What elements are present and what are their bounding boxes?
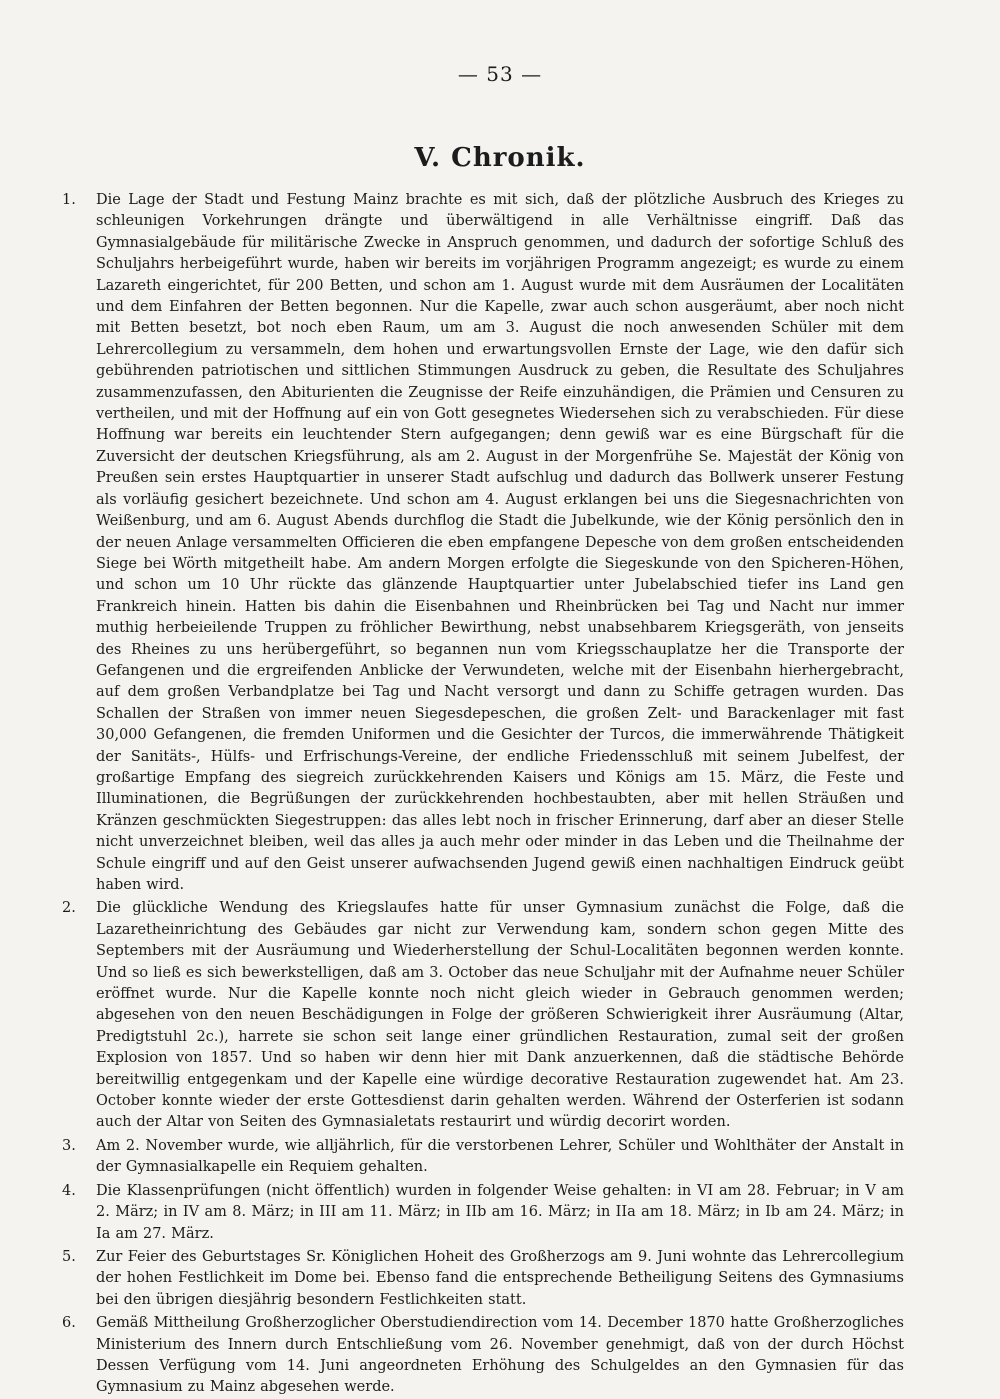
item-text: Zur Feier des Geburtstages Sr. Königlichen Hoheit des Großherzogs am 9. Juni wohnte das Lehrercollegium der hohen Festlichkeit im Dome bei. Ebenso fand die entsprechende Betheiligung Seitens des Gymnasiums bei den übrigen diesjährig besondern Festlichkeiten statt. — [96, 1248, 904, 1308]
section-title: V. Chronik. — [414, 143, 586, 173]
item-text: Am 2. November wurde, wie alljährlich, für die verstorbenen Lehrer, Schüler und Wohlthäter der Anstalt in der Gymnasialkapelle ein Requiem gehalten. — [96, 1137, 904, 1176]
item-number: 4. — [62, 1182, 76, 1199]
item-text: Die glückliche Wendung des Kriegslaufes hatte für unser Gymnasium zunächst die Folge, daß die Lazaretheinrichtung des Gebäudes gar nicht zur Verwendung kam, sondern schon gegen Mitte des Septembers mit der Ausräumung und Wiederherstellung der Schul-Localitäten begonnen werden konnte. Und so ließ es sich bewerkstelligen, daß am 3. October das neue Schuljahr mit der Aufnahme neuer Schüler eröffnet wurde. Nur die Kapelle konnte noch nicht gleich wieder in Gebrauch genommen werden; abgesehen von den neuen Beschädigungen in Folge der größeren Schwierigkeit ihrer Ausräumung (Altar, Predigtstuhl 2c.), harrete sie schon seit lange einer gründlichen Restauration, zumal seit der großen Explosion von 1857. Und so haben wir denn hier mit Dank anzuerkennen, daß die städtische Behörde bereitwillig entgegenkam und der Kapelle eine würdige decorative Restauration zugewendet hat. Am 23. October konnte wieder der erste Gottesdienst darin gehalten werden. Während der Osterferien ist sodann auch der Altar von Seiten des Gymnasialetats restaurirt und würdig decorirt worden. — [96, 900, 904, 1131]
chronicle-item-4 — [62, 1181, 904, 1245]
item-number: 3. — [62, 1137, 76, 1154]
item-text: Die Lage der Stadt und Festung Mainz brachte es mit sich, daß der plötzliche Ausbruch des Krieges zu schleunigen Vorkehrungen drängte und überwältigend in alle Verhältnisse eingriff. Daß das Gymnasialgebäude für militärische Zwecke in Anspruch genommen, und dadurch der sofortige Schluß des Schuljahrs herbeigeführt wurde, haben wir bereits im vorjährigen Programm angezeigt; es wurde zu einem Lazareth eingerichtet, für 200 Betten, und schon am 1. August wurde mit dem Ausräumen der Localitäten und dem Einfahren der Betten begonnen. Nur die Kapelle, zwar auch schon ausgeräumt, aber noch nicht mit Betten besetzt, bot noch eben Raum, um am 3. August die noch anwesenden Schüler mit dem Lehrercollegium zu versammeln, dem hohen und erwartungsvollen Ernste der Lage, wie den dafür sich gebührenden patriotischen und sittlichen Stimmungen Ausdruck zu geben, die Resultate des Schuljahres zusammenzufassen, den Abiturienten die Zeugnisse der Reife einzuhändigen, die Prämien und Censuren zu vertheilen, und mit der Hoffnung auf ein von Gott gesegnetes Wiedersehen sich zu verabschieden. Für diese Hoffnung war bereits ein leuchtender Stern aufgegangen; denn gewiß war es eine Bürgschaft für die Zuversicht der deutschen Kriegsführung, als am 2. August in der Morgenfrühe Se. Majestät der König von Preußen sein erstes Hauptquartier in unserer Stadt aufschlug und dadurch das Bollwerk unserer Festung als vorläufig gesichert bezeichnete. Und schon am 4. August erklangen bei uns die Siegesnachrichten von Weißenburg, und am 6. August Abends durchflog die Stadt die Jubelkunde, wie der König persönlich den in der neuen Anlage versammelten Officieren die eben empfangene Depesche von dem großen entscheidenden Siege bei Wörth mitgetheilt habe. Am andern Morgen erfolgte die Siegeskunde von den Spicheren-Höhen, und schon um 10 Uhr rückte das glänzende Hauptquartier unter Jubelabschied tiefer ins Land gen Frankreich hinein. Hatten bis dahin die Eisenbahnen und Rheinbrücken bei Tag und Nacht nur immer muthig herbeieilende Truppen zu fröhlicher Bewirthung, nebst unabsehbarem Kriegsgeräth, von jenseits des Rheines zu uns herübergeführt, so begannen nun vom Kriegsschauplatze her die Transporte der Gefangenen und die ergreifenden Anblicke der Verwundeten, welche mit der Eisenbahn hierhergebracht, auf dem großen Verbandplatze bei Tag und Nacht versorgt und dann zu Schiffe getragen wurden. Das Schallen der Straßen von immer neuen Siegesdepeschen, die großen Zelt- und Barackenlager mit fast 30,000 Gefangenen, die fremden Uniformen und die Gesichter der Turcos, die immerwährende Thätigkeit der Sanitäts-, Hülfs- und Erfrischungs-Vereine, der endliche Friedensschluß mit seinem Jubelfest, der großartige Empfang des siegreich zurückkehrenden Kaisers und Königs am 15. März, die Feste und Illuminationen, die Begrüßungen der zurückkehrenden hochbestaubten, aber mit hellen Sträußen und Kränzen geschmückten Siegestruppen: das alles lebt noch in frischer Erinnerung, darf aber an dieser Stelle nicht unverzeichnet bleiben, weil das alles ja auch mehr oder minder in das Leben und die Theilnahme der Schule eingriff und auf den Geist unserer aufwachsenden Jugend gewiß einen nachhaltigen Eindruck geübt haben wird. — [96, 192, 904, 893]
page-number: — 53 — — [457, 62, 543, 86]
item-number: 6. — [62, 1315, 76, 1332]
chronicle-item-6 — [62, 1313, 904, 1399]
item-text: Die Klassenprüfungen (nicht öffentlich) wurden in folgender Weise gehalten: in VI am 28. Februar; in V am 2. März; in IV am 8. März; in III am 11. März; in IIb am 16. März; in IIa am 18. März; in Ib am 24. März; in Ia am 27. März. — [96, 1182, 904, 1242]
chronicle-item-5 — [62, 1247, 904, 1311]
chronicle-item-3 — [62, 1136, 904, 1179]
chronicle-item-2 — [62, 898, 904, 1133]
item-number: 5. — [62, 1248, 76, 1265]
chronicle-item-1 — [62, 190, 904, 896]
chronicle-body — [62, 190, 904, 1399]
item-number: 2. — [62, 900, 76, 917]
item-number: 1. — [62, 192, 76, 208]
item-text: Gemäß Mittheilung Großherzoglicher Oberstudiendirection vom 14. December 1870 hatte Großherzogliches Ministerium des Innern durch Entschließung vom 26. November genehmigt, daß von der durch Höchst Dessen Verfügung vom 14. Juni angeordneten Erhöhung des Schulgeldes an den Gymnasien für das Gymnasium zu Mainz abgesehen werde. — [96, 1315, 904, 1396]
